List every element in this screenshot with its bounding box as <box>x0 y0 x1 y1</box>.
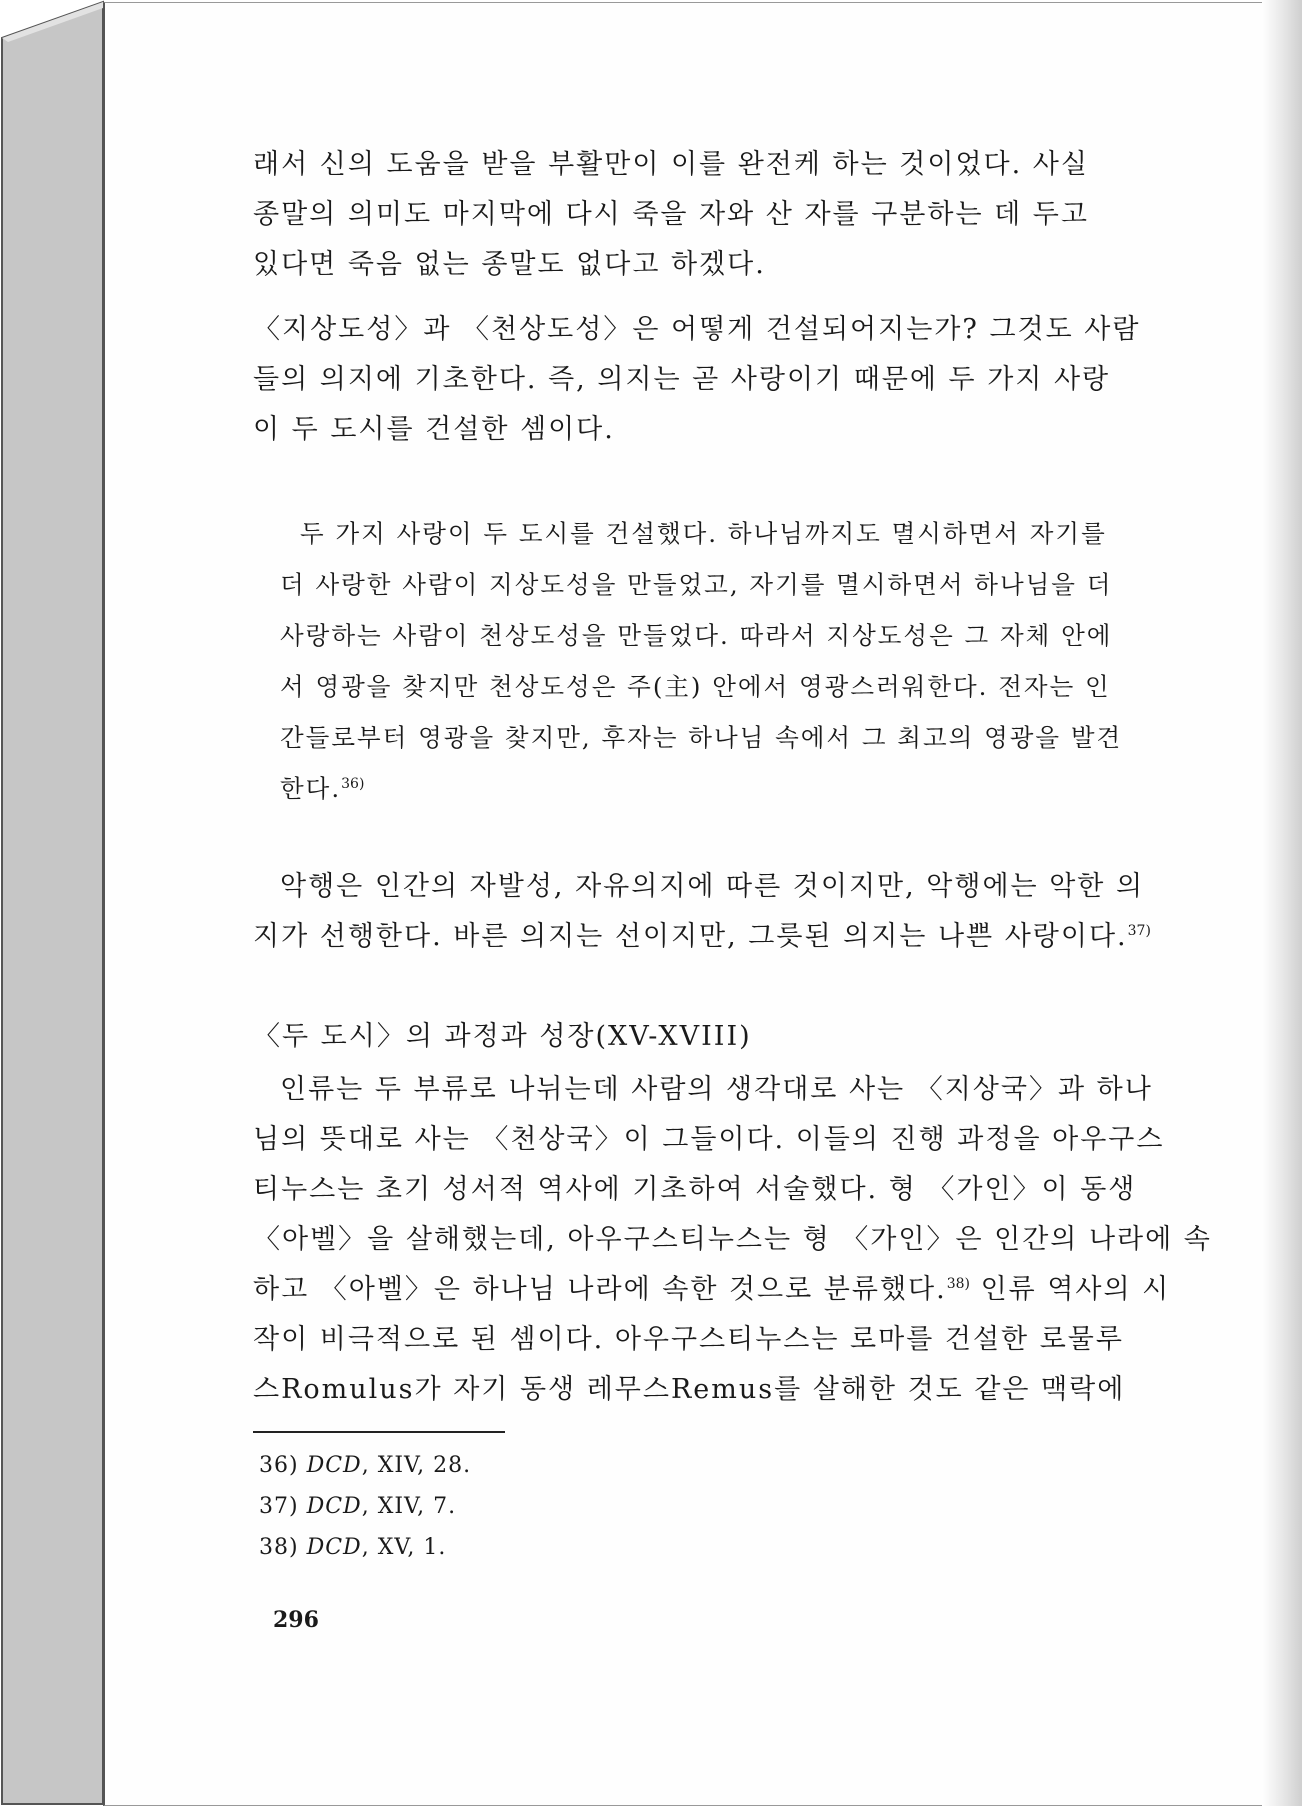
spine-front <box>2 2 103 1804</box>
book-spine <box>0 0 110 1806</box>
footnote-36 <box>259 1445 471 1486</box>
text-line: 이 두 도시를 건설한 셈이다. <box>253 414 615 445</box>
footnote-38 <box>259 1527 471 1568</box>
paragraph-4 <box>253 1065 1212 1415</box>
footnote-number: 37) <box>259 1494 299 1519</box>
footnotes <box>259 1445 471 1568</box>
text-line: 래서 신의 도움을 받을 부활만이 이를 완전케 하는 것이었다. 사실 <box>253 149 1089 180</box>
page-number: 296 <box>273 1607 319 1633</box>
quote-last-text: 한다. <box>280 774 342 803</box>
text-line: 악행은 인간의 자발성, 자유의지에 따른 것이지만, 악행에는 악한 의 <box>280 871 1145 902</box>
ref-line-end: 인류 역사의 시 <box>970 1274 1171 1305</box>
quote-line: 더 사랑한 사람이 지상도성을 만들었고, 자기를 멸시하면서 하나님을 더 <box>280 570 1113 599</box>
footnote-source: DCD <box>306 1494 362 1519</box>
text-line: 종말의 의미도 마지막에 다시 죽을 자와 산 자를 구분하는 데 두고 <box>253 199 1089 230</box>
footnote-ref: , XIV, 28. <box>361 1453 472 1478</box>
page-edge-shadow <box>1262 0 1302 1806</box>
block-quote <box>280 508 1122 814</box>
text-line <box>253 1265 1212 1315</box>
footnote-ref-37: 37) <box>1127 923 1151 939</box>
paragraph-3 <box>253 862 1151 962</box>
quote-line: 간들로부터 영광을 찾지만, 후자는 하나님 속에서 그 최고의 영광을 발견 <box>280 723 1123 752</box>
text-line: 스Romulus가 자기 동생 레무스Remus를 살해한 것도 같은 맥락에 <box>253 1374 1126 1405</box>
footnote-number: 38) <box>259 1535 299 1560</box>
quote-line <box>280 763 1122 814</box>
text-line: 티누스는 초기 성서적 역사에 기초하여 서술했다. 형 〈가인〉이 동생 <box>253 1174 1137 1205</box>
footnote-source: DCD <box>306 1535 362 1560</box>
text-line: 있다면 죽음 없는 종말도 없다고 하겠다. <box>253 249 766 280</box>
paragraph-3-line-2: 지가 선행한다. 바른 의지는 선이지만, 그릇된 의지는 나쁜 사랑이다. <box>253 921 1128 952</box>
text-line: 들의 의지에 기초한다. 즉, 의지는 곧 사랑이기 때문에 두 가지 사랑 <box>253 364 1111 395</box>
text-line: 작이 비극적으로 된 셈이다. 아우구스티누스는 로마를 건설한 로물루 <box>253 1324 1124 1355</box>
ref-line-start: 하고 〈아벨〉은 하나님 나라에 속한 것으로 분류했다. <box>253 1274 947 1305</box>
text-line: 님의 뜻대로 사는 〈천상국〉이 그들이다. 이들의 진행 과정을 아우구스 <box>253 1124 1165 1155</box>
footnote-divider <box>253 1431 505 1433</box>
quote-line: 서 영광을 찾지만 천상도성은 주(主) 안에서 영광스러워한다. 전자는 인 <box>280 672 1111 701</box>
footnote-number: 36) <box>259 1453 299 1478</box>
text-line: 〈아벨〉을 살해했는데, 아우구스티누스는 형 〈가인〉은 인간의 나라에 속 <box>253 1224 1212 1255</box>
quote-line: 사랑하는 사람이 천상도성을 만들었다. 따라서 지상도성은 그 자체 안에 <box>280 621 1113 650</box>
text-line: 〈지상도성〉과 〈천상도성〉은 어떻게 건설되어지는가? 그것도 사람 <box>253 314 1141 345</box>
paragraph-1 <box>253 140 1089 290</box>
footnote-ref: , XV, 1. <box>361 1535 447 1560</box>
footnote-ref-38: 38) <box>946 1276 970 1292</box>
paragraph-2 <box>253 305 1140 455</box>
section-heading: 〈두 도시〉의 과정과 성장(XV-XVIII) <box>253 1021 752 1052</box>
footnote-37 <box>259 1486 471 1527</box>
footnote-ref-36: 36) <box>341 775 365 792</box>
footnote-source: DCD <box>306 1453 362 1478</box>
quote-line: 두 가지 사랑이 두 도시를 건설했다. 하나님까지도 멸시하면서 자기를 <box>300 519 1107 548</box>
text-line <box>253 912 1151 962</box>
text-line: 인류는 두 부류로 나뉘는데 사람의 생각대로 사는 〈지상국〉과 하나 <box>280 1074 1153 1105</box>
footnote-ref: , XIV, 7. <box>361 1494 457 1519</box>
